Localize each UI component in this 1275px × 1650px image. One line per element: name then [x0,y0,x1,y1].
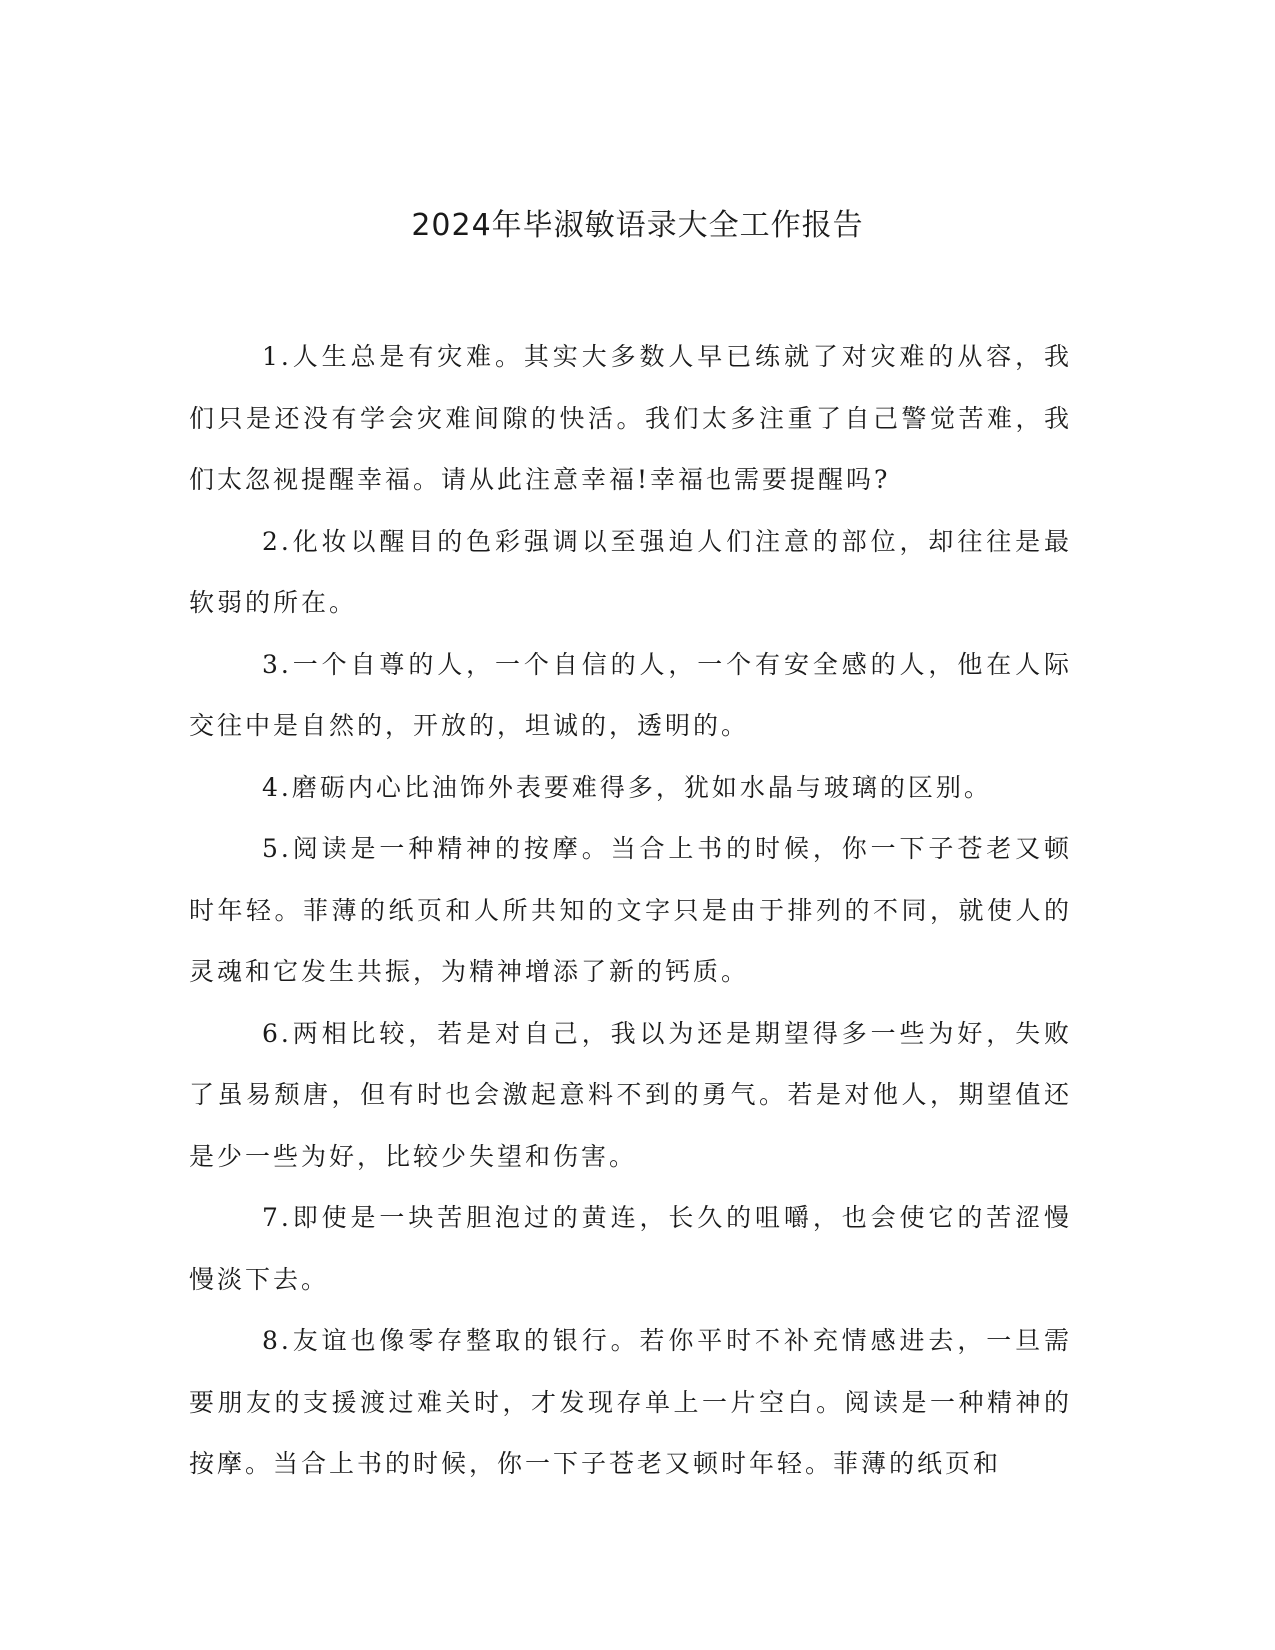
document-body [189,326,1072,1495]
paragraph-5: 5.阅读是一种精神的按摩。当合上书的时候，你一下子苍老又顿时年轻。菲薄的纸页和人所共知的文字只是由于排列的不同，就使人的灵魂和它发生共振，为精神增添了新的钙质。 [189,834,1072,986]
document-title: 2024年毕淑敏语录大全工作报告 [411,208,864,243]
paragraph-2: 2.化妆以醒目的色彩强调以至强迫人们注意的部位，却往往是最软弱的所在。 [189,526,1072,617]
paragraph-8: 8.友谊也像零存整取的银行。若你平时不补充情感进去，一旦需要朋友的支援渡过难关时，才发现存单上一片空白。阅读是一种精神的按摩。当合上书的时候，你一下子苍老又顿时年轻。菲薄的纸页和 [189,1326,1072,1478]
paragraph-6: 6.两相比较，若是对自己，我以为还是期望得多一些为好，失败了虽易颓唐，但有时也会激起意料不到的勇气。若是对他人，期望值还是少一些为好，比较少失望和伤害。 [189,1018,1072,1171]
paragraph-1: 1.人生总是有灾难。其实大多数人早已练就了对灾难的从容，我们只是还没有学会灾难间隙的快活。我们太多注重了自己警觉苦难，我们太忽视提醒幸福。请从此注意幸福!幸福也需要提醒吗? [189,342,1072,494]
paragraph-7: 7.即使是一块苦胆泡过的黄连，长久的咀嚼，也会使它的苦涩慢慢淡下去。 [189,1203,1072,1294]
paragraph-3: 3.一个自尊的人，一个自信的人，一个有安全感的人，他在人际交往中是自然的，开放的，坦诚的，透明的。 [189,649,1072,740]
paragraph-4: 4.磨砺内心比油饰外表要难得多，犹如水晶与玻璃的区别。 [262,772,992,802]
